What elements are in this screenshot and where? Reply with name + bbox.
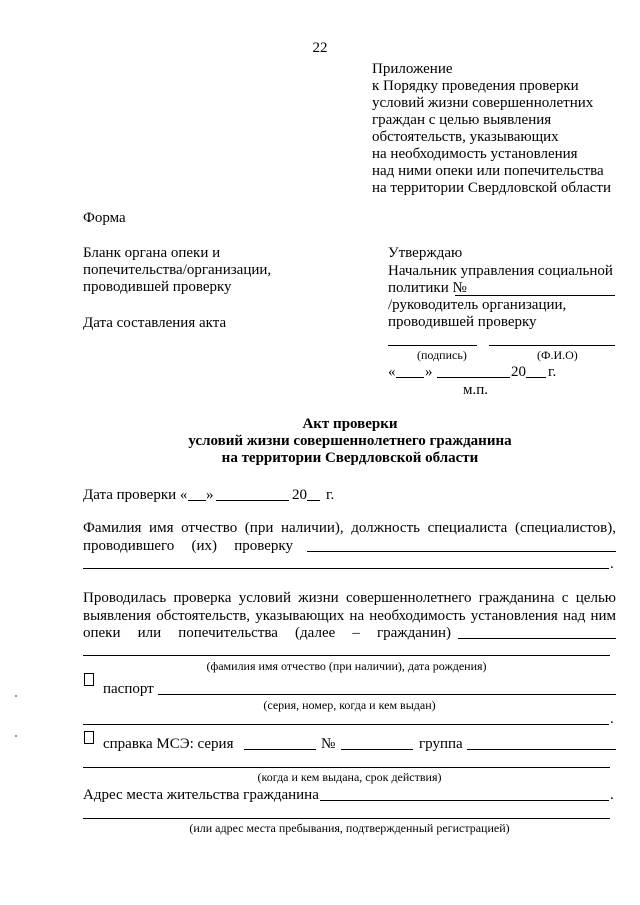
purpose-line: выявления обстоятельств, указывающих на необходимость установления над ним (83, 608, 616, 624)
appendix-line: к Порядку проведения проверки (372, 78, 579, 94)
specialist-word: проводившего (83, 538, 175, 554)
appendix-line: на территории Свердловской области (372, 180, 612, 196)
approve-line: /руководитель организации, (388, 297, 567, 313)
page-number: 22 (312, 40, 328, 56)
appendix-line: условий жизни совершеннолетних (372, 95, 594, 111)
passport-caption: (серия, номер, когда и кем выдан) (263, 698, 436, 712)
mse-group-label: группа (419, 736, 463, 752)
mse-label: справка МСЭ: серия (103, 736, 234, 752)
specialist-word: (их) (191, 538, 218, 554)
check-day-field[interactable] (188, 500, 206, 501)
check-month-field[interactable] (216, 500, 289, 501)
mse-caption: (когда и кем выдана, срок действия) (257, 770, 442, 784)
specialist-period: . (610, 556, 614, 572)
mse-checkbox[interactable] (84, 731, 94, 744)
specialist-line: Фамилия имя отчество (при наличии), должность специалиста (специалистов), (83, 520, 616, 536)
purpose-word: попечительства (178, 625, 278, 641)
purpose-word: опеки (83, 625, 121, 641)
address-caption: (или адрес места пребывания, подтвержденный регистрацией) (189, 821, 510, 835)
check-year-prefix: 20 (292, 487, 307, 503)
mse-group-field[interactable] (467, 749, 616, 750)
issuer-line: попечительства/организации, (83, 262, 272, 278)
approve-title: Утверждаю (388, 245, 463, 261)
address-field[interactable] (320, 800, 609, 801)
passport-field-2[interactable] (83, 724, 609, 725)
citizen-field-2[interactable] (83, 655, 610, 656)
address-period: . (610, 787, 614, 803)
issuer-line: проводившей проверку (83, 279, 232, 295)
appendix-block (372, 61, 611, 197)
act-title-line: на территории Свердловской области (221, 450, 479, 466)
purpose-word: или (137, 625, 162, 641)
purpose-line-3 (83, 625, 451, 642)
approve-line: проводившей проверку (388, 314, 537, 330)
passport-label: паспорт (103, 681, 154, 697)
act-title-line: условий жизни совершеннолетнего гражданина (188, 433, 512, 449)
check-year-field[interactable] (307, 500, 320, 501)
fio-caption: (Ф.И.О) (537, 348, 578, 362)
approve-year-suffix: г. (548, 364, 557, 380)
check-date-label: Дата проверки « (83, 487, 188, 503)
specialist-word: проверку (234, 538, 293, 554)
act-date-label: Дата составления акта (83, 315, 227, 331)
issuer-line: Бланк органа опеки и (83, 245, 221, 261)
fio-field[interactable] (489, 345, 615, 346)
signature-caption: (подпись) (417, 348, 467, 362)
check-year-suffix: г. (326, 487, 335, 503)
approve-date-close: » (425, 364, 433, 380)
check-date-close: » (206, 487, 214, 503)
mse-series-field[interactable] (244, 749, 316, 750)
form-label: Форма (83, 210, 126, 226)
approve-line: Начальник управления социальной (388, 263, 613, 279)
approve-month-field[interactable] (437, 377, 510, 378)
appendix-line: граждан с целью выявления (372, 112, 552, 128)
specialist-field-2[interactable] (83, 568, 609, 569)
specialist-line-2 (83, 538, 293, 555)
purpose-line: Проводилась проверка условий жизни совершеннолетнего гражданина с целью (83, 590, 616, 606)
address-field-2[interactable] (83, 818, 610, 819)
mse-number-label: № (321, 736, 336, 752)
address-label: Адрес места жительства гражданина (83, 787, 319, 803)
passport-checkbox[interactable] (84, 673, 94, 686)
mse-number-field[interactable] (341, 749, 413, 750)
appendix-line: на необходимость установления (372, 146, 578, 162)
appendix-line: Приложение (372, 61, 453, 77)
passport-period: . (610, 711, 614, 727)
appendix-line: обстоятельств, указывающих (372, 129, 559, 145)
citizen-field[interactable] (458, 638, 616, 639)
approve-date-open: « (388, 364, 396, 380)
approve-year-field[interactable] (526, 377, 546, 378)
specialist-field[interactable] (307, 551, 616, 552)
passport-field[interactable] (158, 694, 616, 695)
stamp-place: м.п. (463, 382, 489, 398)
mse-issued-field[interactable] (83, 767, 610, 768)
signature-field[interactable] (388, 345, 477, 346)
purpose-word: – (352, 625, 360, 641)
scan-speck (15, 695, 17, 697)
department-number-field[interactable] (455, 295, 615, 296)
approve-day-field[interactable] (396, 377, 424, 378)
appendix-line: над ними опеки или попечительства (372, 163, 604, 179)
approve-line: политики № (388, 280, 467, 296)
purpose-word: гражданин) (376, 625, 451, 641)
purpose-word: (далее (295, 625, 336, 641)
citizen-caption: (фамилия имя отчество (при наличии), дата рождения) (206, 659, 487, 673)
act-title-line: Акт проверки (302, 416, 398, 432)
issuer-block (83, 245, 271, 296)
approve-year-prefix: 20 (511, 364, 526, 380)
scan-speck (15, 735, 17, 737)
act-title (0, 416, 640, 467)
